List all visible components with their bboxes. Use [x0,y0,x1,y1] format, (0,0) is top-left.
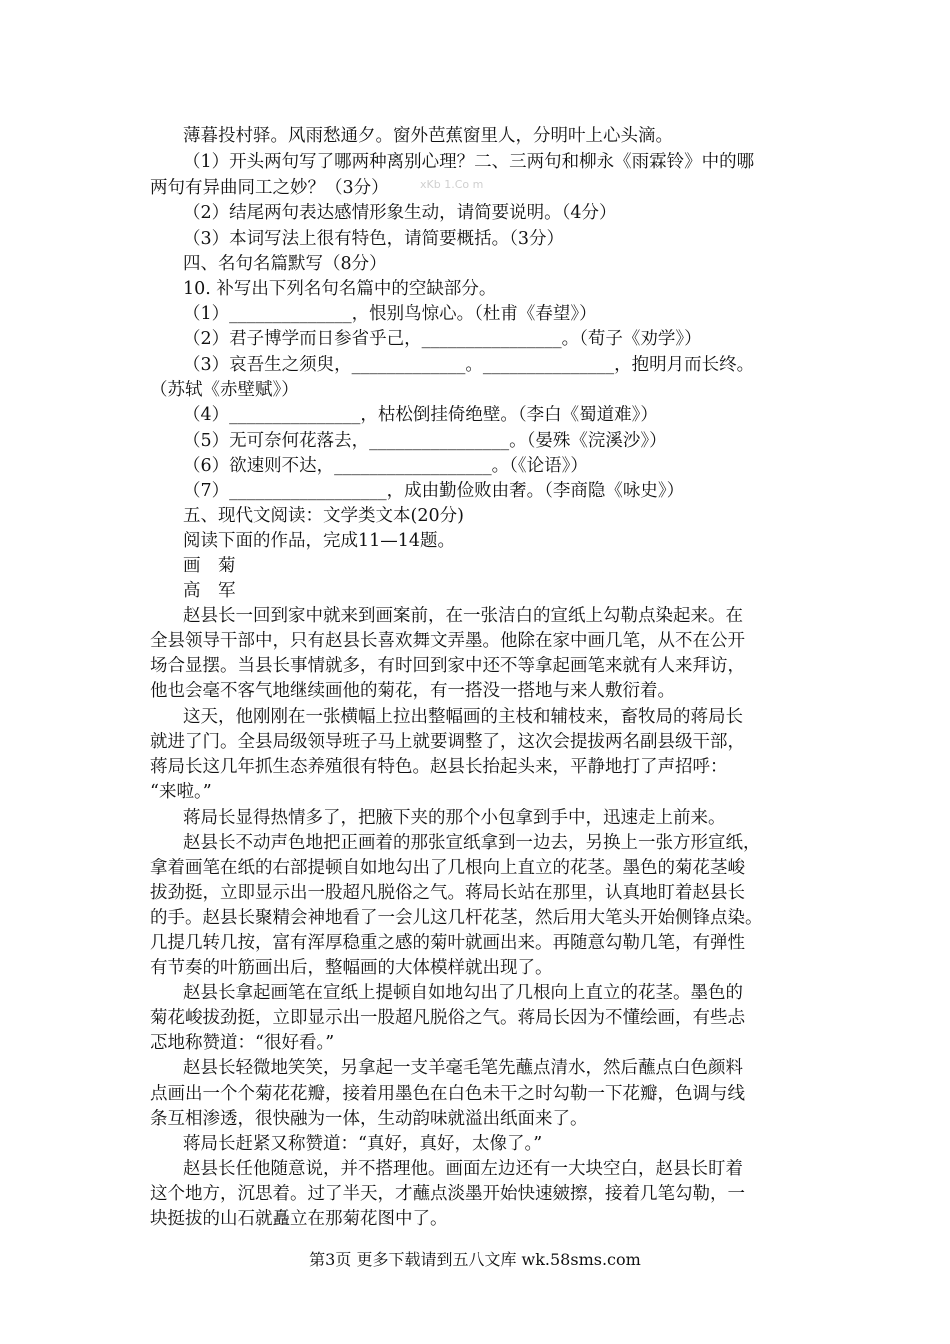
text-line: 这天，他刚刚在一张横幅上拉出整幅画的主枝和辅枝来，畜牧局的蒋局长 [183,707,743,727]
text-line: 两句有异曲同工之妙？（3分） [150,178,389,198]
text-line: 有节奏的叶筋画出后，整幅画的大体模样就出现了。 [150,958,553,978]
text-line: 条互相渗透，很快融为一体，生动韵味就溢出纸面来了。 [150,1109,588,1129]
text-line: 几提几转几按，富有浑厚稳重之感的菊叶就画出来。再随意勾勒几笔，有弹性 [150,933,745,953]
text-line: 拔劲挺，立即显示出一股超凡脱俗之气。蒋局长站在那里，认真地盯着赵县长 [150,883,745,903]
text-line: 全县领导干部中，只有赵县长喜欢舞文弄墨。他除在家中画几笔，从不在公开 [150,631,745,651]
fill-blank-item: （1）______________，恨别鸟惊心。（杜甫《春望》） [183,304,597,324]
fill-blank-item: （2）君子博学而日参省乎己，________________。（荀子《劝学》） [183,329,702,349]
section-heading: 四、名句名篇默写（8分） [183,254,387,274]
text-line: 薄暮投村驿。风雨愁通夕。窗外芭蕉窗里人，分明叶上心头滴。 [183,126,673,146]
text-line: 忑地称赞道：“很好看。” [150,1033,335,1053]
article-author: 高 军 [183,581,236,601]
watermark-text: xKb 1.Co m [420,178,484,191]
fill-blank-item: （4）_______________，枯松倒挂倚绝壁。（李白《蜀道难》） [183,405,658,425]
text-line: 赵县长不动声色地把正画着的那张宣纸拿到一边去，另换上一张方形宣纸， [183,833,761,853]
text-line: 赵县长拿起画笔在宣纸上提顿自如地勾出了几根向上直立的花茎。墨色的 [183,983,743,1003]
page-footer: 第3页 更多下载请到五八文库 wk.58sms.com [309,1250,641,1269]
text-line: 场合显摆。当县长事情就多，有时回到家中还不等拿起画笔来就有人来拜访， [150,656,745,676]
fill-blank-item: （3）哀吾生之须臾，_____________。_______________，抱明月而长终。 [183,355,755,375]
text-line: 这个地方，沉思着。过了半天，才蘸点淡墨开始快速皴擦，接着几笔勾勒，一 [150,1184,745,1204]
text-line: 赵县长轻微地笑笑，另拿起一支羊毫毛笔先蘸点清水，然后蘸点白色颜料 [183,1058,743,1078]
text-line: 蒋局长显得热情多了，把腋下夹的那个小包拿到手中，迅速走上前来。 [183,808,726,828]
text-line: 赵县长一回到家中就来到画案前，在一张洁白的宣纸上勾勒点染起来。在 [183,606,743,626]
text-line: 蒋局长赶紧又称赞道：“真好，真好，太像了。” [183,1134,543,1154]
section-heading: 五、现代文阅读：文学类文本(20分) [183,506,464,526]
text-line: 菊花峻拔劲挺，立即显示出一股超凡脱俗之气。蒋局长因为不懂绘画，有些忐 [150,1008,745,1028]
text-line: 赵县长任他随意说，并不搭理他。画面左边还有一大块空白，赵县长盯着 [183,1159,743,1179]
text-line: （苏轼《赤壁赋》） [150,380,299,400]
text-line: 就进了门。全县局级领导班子马上就要调整了，这次会提拔两名副县级干部， [150,732,745,752]
text-line: 蒋局长这几年抓生态养殖很有特色。赵县长抬起头来，平静地打了声招呼： [150,757,728,777]
article-title: 画 菊 [183,556,236,576]
text-line: （1）开头两句写了哪两种离别心理？二、三两句和柳永《雨霖铃》中的哪 [183,152,755,172]
text-line: 点画出一个个菊花花瓣，接着用墨色在白色未干之时勾勒一下花瓣，色调与线 [150,1084,745,1104]
text-line: 拿着画笔在纸的右部提顿自如地勾出了几根向上直立的花茎。墨色的菊花茎峻 [150,858,745,878]
instruction-text: 阅读下面的作品，完成11—14题。 [183,531,456,551]
text-line: “来啦。” [150,782,212,802]
text-line: （2）结尾两句表达感情形象生动，请简要说明。（4分） [183,203,617,223]
text-line: （3）本词写法上很有特色，请简要概括。（3分） [183,229,565,249]
fill-blank-item: （7）__________________，成由勤俭败由奢。（李商隐《咏史》） [183,481,685,501]
text-line: 块挺拔的山石就矗立在那菊花图中了。 [150,1209,448,1229]
text-line: 他也会毫不客气地继续画他的菊花，有一搭没一搭地与来人敷衍着。 [150,681,675,701]
text-line: 的手。赵县长聚精会神地看了一会儿这几杆花茎，然后用大笔头开始侧锋点染。 [150,908,763,928]
fill-blank-item: （5）无可奈何花落去，________________。（晏殊《浣溪沙》） [183,431,667,451]
question-text: 10. 补写出下列名句名篇中的空缺部分。 [183,279,497,299]
fill-blank-item: （6）欲速则不达，__________________。（《论语》） [183,456,588,476]
